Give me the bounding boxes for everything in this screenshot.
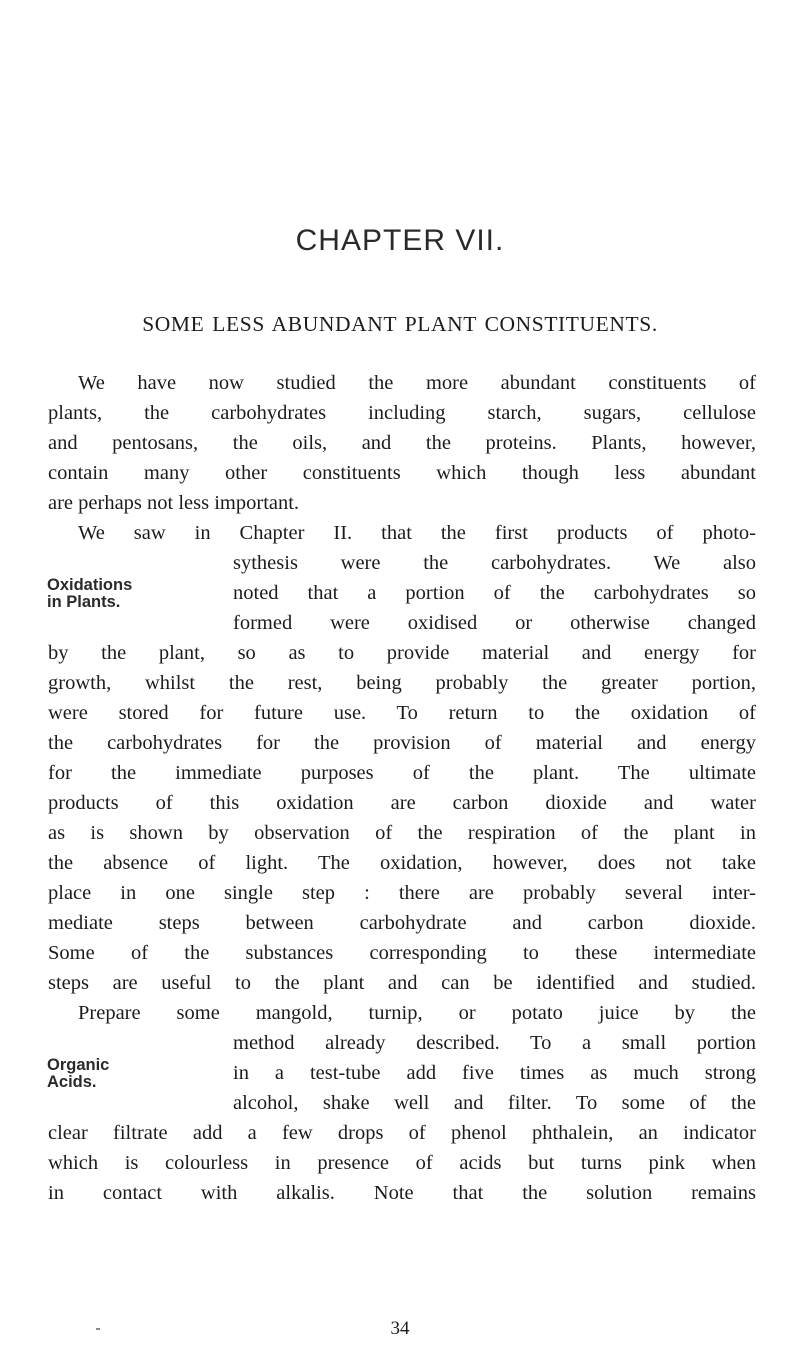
text-line: for the immediate purposes of the plant. The ultimate bbox=[48, 762, 756, 784]
text-line: in contact with alkalis. Note that the solution remains bbox=[48, 1182, 756, 1204]
text-line: contain many other constituents which though less abundant bbox=[48, 462, 756, 484]
text-line: Prepare some mangold, turnip, or potato juice by the bbox=[78, 1002, 756, 1024]
text-line: the absence of light. The oxidation, however, does not take bbox=[48, 852, 756, 874]
text-line: plants, the carbohydrates including starch, sugars, cellulose bbox=[48, 402, 756, 424]
section-title: SOME LESS ABUNDANT PLANT CONSTITUENTS. bbox=[142, 312, 658, 336]
text-line: place in one single step : there are probably several inter- bbox=[48, 882, 756, 904]
text-line: which is colourless in presence of acids but turns pink when bbox=[48, 1152, 756, 1174]
page-number: 34 bbox=[390, 1318, 410, 1339]
text-line: in a test-tube add five times as much strong bbox=[233, 1062, 756, 1084]
text-line: mediate steps between carbohydrate and carbon dioxide. bbox=[48, 912, 756, 934]
margin-note-oxidations: Oxidations in Plants. bbox=[47, 576, 133, 611]
text-line: products of this oxidation are carbon dioxide and water bbox=[48, 792, 756, 814]
text-line: and pentosans, the oils, and the proteins. Plants, however, bbox=[48, 432, 756, 454]
text-line: the carbohydrates for the provision of material and energy bbox=[48, 732, 756, 754]
text-line: as is shown by observation of the respiration of the plant in bbox=[48, 822, 756, 844]
margin-note-organic-acids: Organic Acids. bbox=[47, 1056, 110, 1091]
text-line: Some of the substances corresponding to these intermediate bbox=[48, 942, 756, 964]
text-line: are perhaps not less important. bbox=[48, 492, 300, 514]
chapter-heading: CHAPTER VII. bbox=[295, 224, 505, 257]
text-line: We saw in Chapter II. that the first products of photo- bbox=[78, 522, 756, 544]
text-line: formed were oxidised or otherwise changed bbox=[233, 612, 756, 634]
text-line: alcohol, shake well and filter. To some of the bbox=[233, 1092, 756, 1114]
text-line: clear filtrate add a few drops of phenol phthalein, an indicator bbox=[48, 1122, 756, 1144]
text-line: noted that a portion of the carbohydrates so bbox=[233, 582, 756, 604]
text-line: growth, whilst the rest, being probably the greater portion, bbox=[48, 672, 756, 694]
text-line: steps are useful to the plant and can be identified and studied. bbox=[48, 972, 756, 994]
text-line: by the plant, so as to provide material and energy for bbox=[48, 642, 756, 664]
text-line: sythesis were the carbohydrates. We also bbox=[233, 552, 756, 574]
text-line: were stored for future use. To return to the oxidation of bbox=[48, 702, 756, 724]
text-line: method already described. To a small portion bbox=[233, 1032, 756, 1054]
text-line: We have now studied the more abundant constituents of bbox=[78, 372, 756, 394]
